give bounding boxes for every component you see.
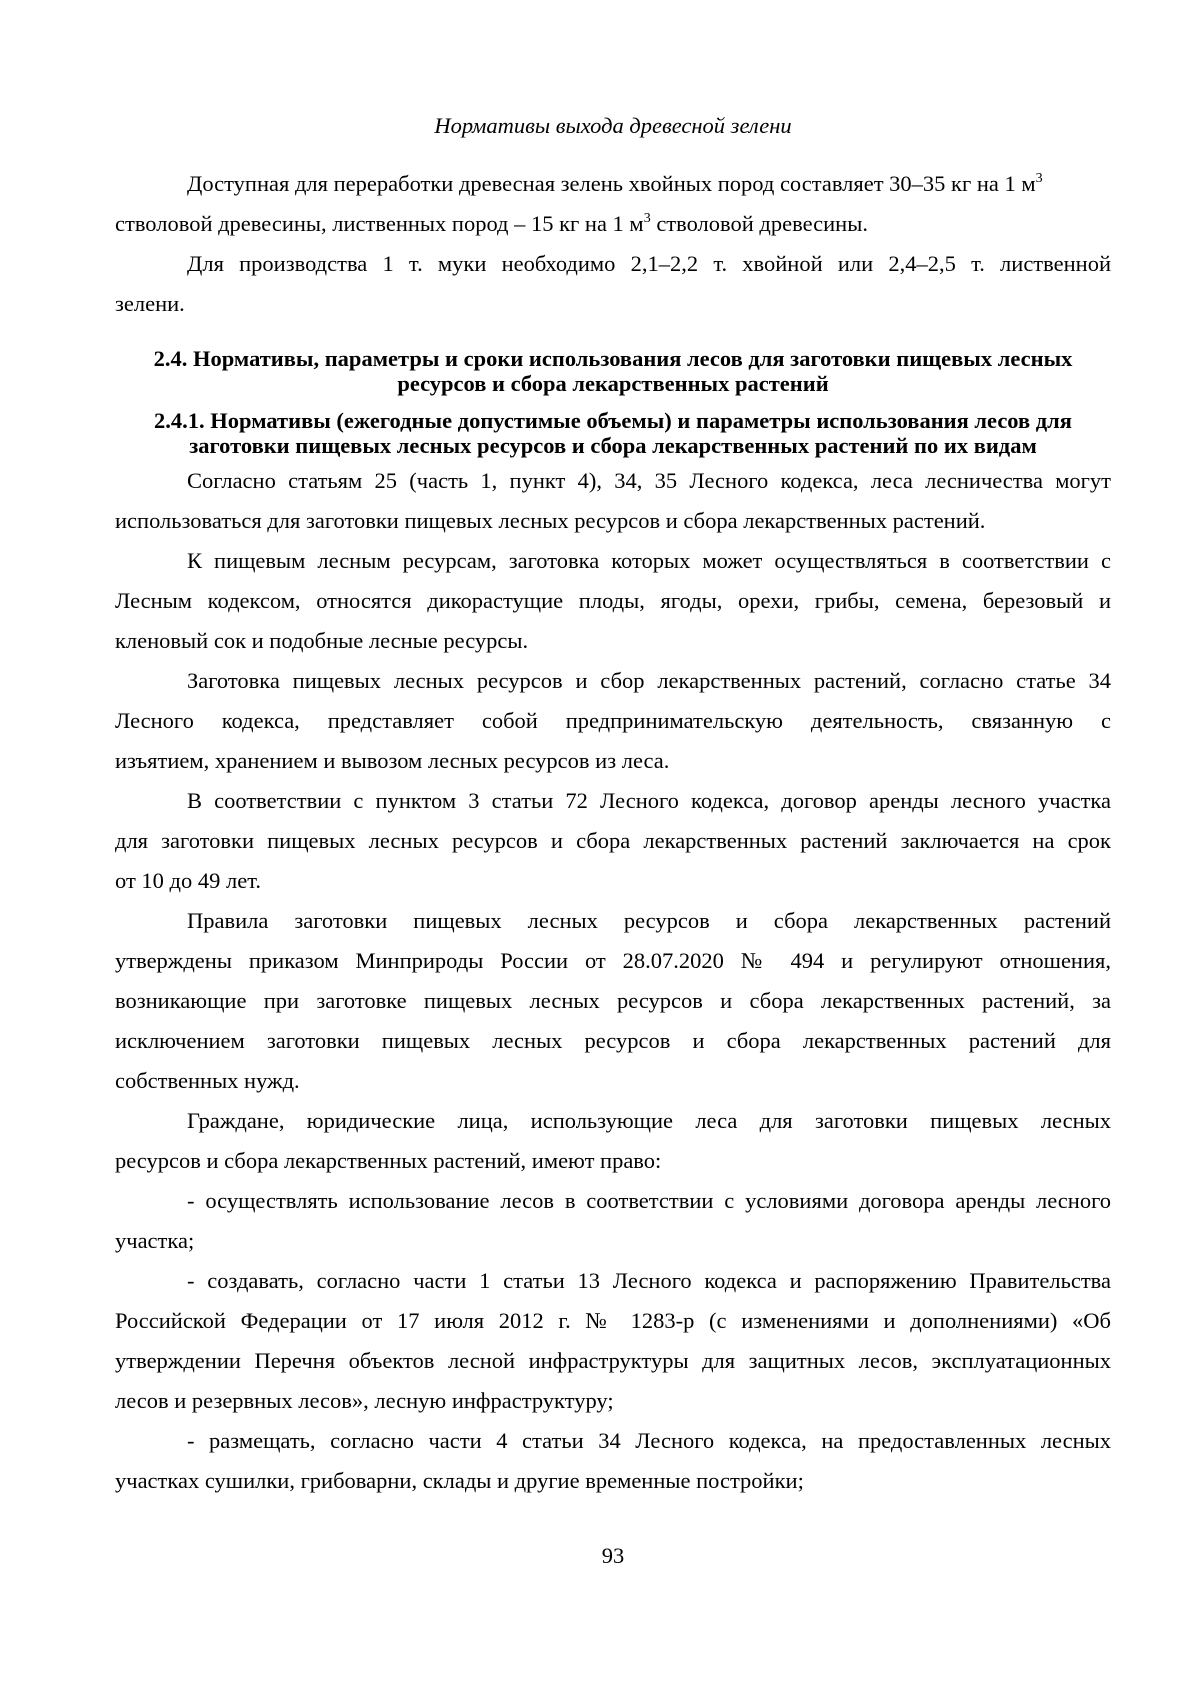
paragraph-line: собственных нужд.: [115, 1068, 300, 1093]
list-item-line: - создавать, согласно части 1 статьи 13 Лесного кодекса и распоряжению Правительства: [187, 1268, 1111, 1293]
page-number: 93: [601, 1543, 625, 1568]
paragraph-line: Правила заготовки пищевых лесных ресурсов и сбора лекарственных растений: [187, 908, 1111, 933]
list-item-line: утверждении Перечня объектов лесной инфраструктуры для защитных лесов, эксплуатационных: [115, 1348, 1111, 1373]
subsection-heading: заготовки пищевых лесных ресурсов и сбора лекарственных растений по их видам: [189, 433, 1037, 458]
list-item-line: Российской Федерации от 17 июля 2012 г. № 1283-р (с изменениями и дополнениями) «Об: [115, 1308, 1111, 1333]
subsection-heading: 2.4.1. Нормативы (ежегодные допустимые объемы) и параметры использования лесов для: [154, 408, 1072, 433]
paragraph-line: Граждане, юридические лица, использующие леса для заготовки пищевых лесных: [187, 1108, 1111, 1133]
paragraph-line: использоваться для заготовки пищевых лесных ресурсов и сбора лекарственных растений.: [115, 508, 986, 533]
paragraph-line: зелени.: [115, 291, 185, 316]
paragraph-line: исключением заготовки пищевых лесных ресурсов и сбора лекарственных растений для: [115, 1028, 1111, 1053]
list-item-line: участка;: [115, 1228, 195, 1253]
list-item-line: - размещать, согласно части 4 статьи 34 Лесного кодекса, на предоставленных лесных: [187, 1428, 1111, 1453]
paragraph-line: Заготовка пищевых лесных ресурсов и сбор лекарственных растений, согласно статье 34: [187, 668, 1111, 693]
header-title: Нормативы выхода древесной зелени: [434, 113, 792, 138]
list-item-line: лесов и резервных лесов», лесную инфраструктуру;: [115, 1388, 614, 1413]
paragraph-line: К пищевым лесным ресурсам, заготовка которых может осуществляться в соответствии с: [187, 548, 1111, 573]
paragraph-line: кленовый сок и подобные лесные ресурсы.: [115, 628, 529, 653]
paragraph-line: для заготовки пищевых лесных ресурсов и сбора лекарственных растений заключается на срок: [115, 828, 1111, 853]
paragraph-line: от 10 до 49 лет.: [115, 868, 261, 893]
paragraph-line: возникающие при заготовке пищевых лесных ресурсов и сбора лекарственных растений, за: [115, 988, 1111, 1013]
paragraph-line: утверждены приказом Минприроды России от 28.07.2020 № 494 и регулируют отношения,: [115, 948, 1111, 973]
list-item-line: участках сушилки, грибоварни, склады и другие временные постройки;: [115, 1468, 804, 1493]
paragraph-line: В соответствии с пунктом 3 статьи 72 Лесного кодекса, договор аренды лесного участка: [187, 788, 1111, 813]
paragraph-line: стволовой древесины, лиственных пород – 15 кг на 1 $м^3$ стволовой древесины.: [115, 211, 868, 236]
list-item-line: - осуществлять использование лесов в соответствии с условиями договора аренды лесного: [187, 1188, 1111, 1213]
paragraph-line: изъятием, хранением и вывозом лесных ресурсов из леса.: [115, 748, 670, 773]
paragraph-line: ресурсов и сбора лекарственных растений, имеют право:: [115, 1148, 662, 1173]
paragraph-line: Доступная для переработки древесная зелень хвойных пород составляет 30–35 кг на 1 $м^3$: [187, 171, 1043, 196]
paragraph-line: Лесным кодексом, относятся дикорастущие плоды, ягоды, орехи, грибы, семена, березовый и: [115, 588, 1111, 613]
paragraph-line: Лесного кодекса, представляет собой предпринимательскую деятельность, связанную с: [115, 708, 1111, 733]
section-heading: 2.4. Нормативы, параметры и сроки использования лесов для заготовки пищевых лесных: [153, 346, 1073, 371]
paragraph-line: Согласно статьям 25 (часть 1, пункт 4), 34, 35 Лесного кодекса, леса лесничества могут: [187, 468, 1111, 493]
section-heading: ресурсов и сбора лекарственных растений: [397, 371, 829, 396]
paragraph-line: Для производства 1 т. муки необходимо 2,1–2,2 т. хвойной или 2,4–2,5 т. лиственной: [187, 251, 1111, 276]
